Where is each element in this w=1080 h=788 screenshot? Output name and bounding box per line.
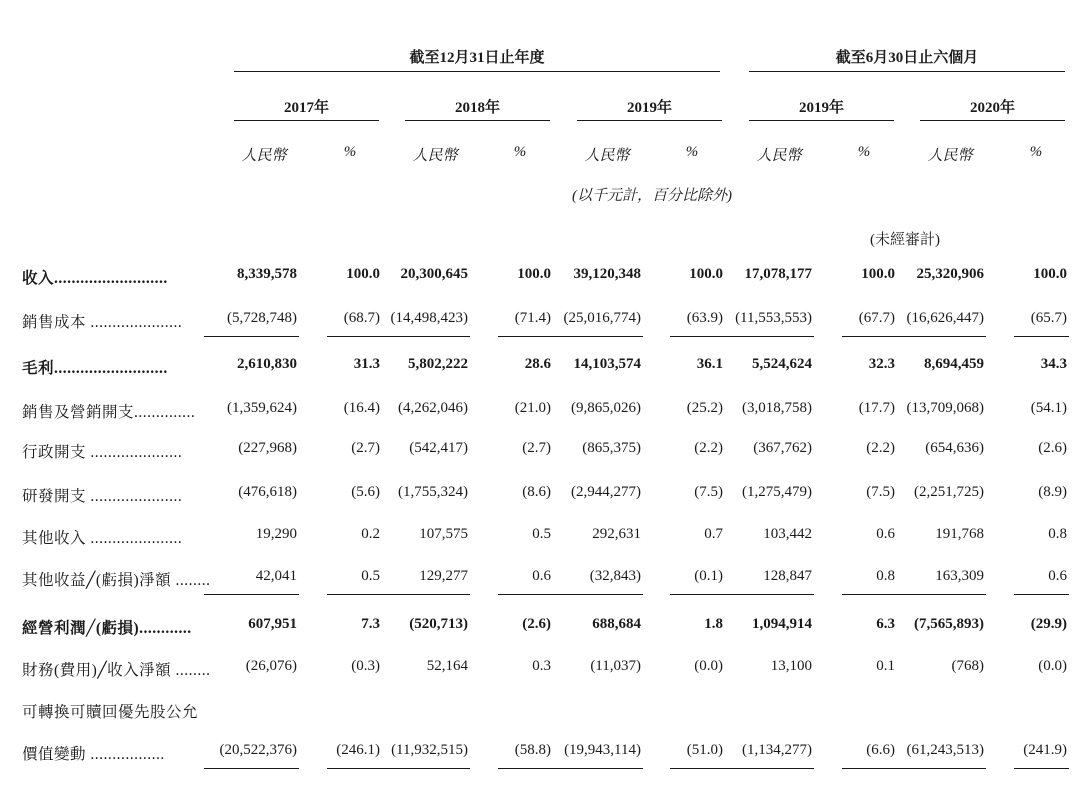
row-value: (2,251,725)	[914, 484, 984, 500]
row-fv-change	[0, 742, 1080, 766]
row-value: (8.9)	[1038, 484, 1067, 500]
row-other-gains-net	[0, 568, 1080, 592]
row-value: 28.6	[524, 356, 551, 372]
row-value: (67.7)	[858, 310, 895, 326]
row-finance-net	[0, 658, 1080, 682]
row-value: 100.0	[346, 266, 380, 282]
row-value: (19,943,114)	[564, 742, 641, 758]
subtotal-rule	[842, 768, 897, 769]
row-value: 129,277	[419, 568, 468, 584]
row-value: (25.2)	[686, 400, 723, 416]
row-value: 31.3	[353, 356, 380, 372]
row-gross-profit	[0, 356, 1080, 380]
unit-percent: %	[685, 144, 699, 160]
row-value: 0.6	[532, 568, 551, 584]
row-value: (9,865,026)	[571, 400, 641, 416]
subtotal-rule	[204, 336, 299, 337]
row-value: (2.6)	[1038, 440, 1067, 456]
row-value: 8,694,459	[924, 356, 984, 372]
year-rule-2018	[405, 120, 550, 121]
row-value: 163,309	[935, 568, 984, 584]
subtotal-rule	[204, 594, 299, 595]
row-value: 100.0	[861, 266, 895, 282]
row-value: 292,631	[592, 526, 641, 542]
row-value: (20,522,376)	[219, 742, 297, 758]
subtotal-rule	[842, 336, 897, 337]
subtotal-rule	[375, 336, 470, 337]
row-value: 25,320,906	[916, 266, 984, 282]
row-value: 191,768	[935, 526, 984, 542]
six-month-group-rule	[749, 71, 1065, 72]
row-value: 0.1	[876, 658, 895, 674]
row-value: 1,094,914	[752, 616, 812, 632]
row-label: 財務(費用)╱收入淨額 ........	[22, 662, 211, 679]
unaudited-note: (未經審計)	[870, 232, 940, 248]
row-value: 52,164	[426, 658, 468, 674]
row-value: (520,713)	[409, 616, 468, 632]
year-header-2018: 2018年	[454, 100, 500, 116]
unit-note: (以千元計，百分比除外)	[572, 188, 732, 204]
row-label: 可轉換可贖回優先股公允	[22, 704, 199, 721]
row-value: (865,375)	[582, 440, 641, 456]
row-value: 39,120,348	[573, 266, 641, 282]
row-other-income	[0, 526, 1080, 550]
row-fv-change-label	[0, 700, 1080, 724]
subtotal-rule	[1014, 594, 1069, 595]
row-value: 0.5	[361, 568, 380, 584]
row-value: (63.9)	[686, 310, 723, 326]
row-value: (11,037)	[590, 658, 641, 674]
row-label: 經營利潤╱(虧損)............	[22, 620, 192, 637]
subtotal-rule	[498, 594, 553, 595]
row-value: (16,626,447)	[906, 310, 984, 326]
row-value: 42,041	[255, 568, 297, 584]
unit-currency: 人民幣	[756, 148, 802, 164]
row-value: (7.5)	[694, 484, 723, 500]
subtotal-rule	[1014, 768, 1069, 769]
unit-percent: %	[513, 144, 527, 160]
row-value: (227,968)	[238, 440, 297, 456]
row-value: 0.6	[1048, 568, 1067, 584]
row-label: 銷售成本 .....................	[22, 314, 183, 331]
unit-currency: 人民幣	[241, 148, 287, 164]
subtotal-rule	[327, 594, 382, 595]
year-group-rule	[234, 71, 720, 72]
unit-currency: 人民幣	[412, 148, 458, 164]
row-value: (26,076)	[245, 658, 297, 674]
row-value: 107,575	[419, 526, 468, 542]
row-value: (1,275,479)	[742, 484, 812, 500]
row-value: 0.7	[704, 526, 723, 542]
row-value: 100.0	[1033, 266, 1067, 282]
row-value: 1.8	[704, 616, 723, 632]
row-value: 607,951	[248, 616, 297, 632]
row-value: 20,300,645	[400, 266, 468, 282]
row-value: 17,078,177	[744, 266, 812, 282]
row-value: (0.3)	[351, 658, 380, 674]
subtotal-rule	[375, 768, 470, 769]
row-value: (68.7)	[343, 310, 380, 326]
row-value: 0.3	[532, 658, 551, 674]
subtotal-rule	[719, 594, 814, 595]
row-value: (2.6)	[522, 616, 551, 632]
row-label: 其他收入 .....................	[22, 530, 183, 547]
subtotal-rule	[670, 768, 725, 769]
row-value: (17.7)	[858, 400, 895, 416]
year-header-2019-h1: 2019年	[798, 100, 844, 116]
row-value: 103,442	[763, 526, 812, 542]
row-value: 100.0	[689, 266, 723, 282]
row-value: (32,843)	[589, 568, 641, 584]
row-value: 14,103,574	[573, 356, 641, 372]
row-value: (65.7)	[1030, 310, 1067, 326]
row-value: (246.1)	[336, 742, 380, 758]
row-value: 13,100	[770, 658, 812, 674]
year-header-2020-h1: 2020年	[969, 100, 1015, 116]
row-value: (21.0)	[514, 400, 551, 416]
year-group-header: 截至12月31日止年度	[409, 50, 545, 66]
row-value: (2.7)	[351, 440, 380, 456]
row-value: (5,728,748)	[227, 310, 297, 326]
row-value: 34.3	[1040, 356, 1067, 372]
row-value: (4,262,046)	[398, 400, 468, 416]
row-value: (2.7)	[522, 440, 551, 456]
row-label: 毛利..........................	[22, 360, 168, 377]
row-value: (0.1)	[694, 568, 723, 584]
subtotal-rule	[719, 336, 814, 337]
unit-percent: %	[857, 144, 871, 160]
row-value: 0.6	[876, 526, 895, 542]
subtotal-rule	[327, 768, 382, 769]
subtotal-rule	[842, 594, 897, 595]
row-value: 100.0	[517, 266, 551, 282]
row-value: 7.3	[361, 616, 380, 632]
row-value: 36.1	[696, 356, 723, 372]
row-value: 0.8	[1048, 526, 1067, 542]
row-admin-expenses	[0, 440, 1080, 464]
unit-percent: %	[343, 144, 357, 160]
row-value: (241.9)	[1023, 742, 1067, 758]
row-value: (2.2)	[866, 440, 895, 456]
row-operating-profit	[0, 616, 1080, 640]
row-selling-marketing	[0, 400, 1080, 424]
row-value: (16.4)	[343, 400, 380, 416]
row-value: 32.3	[868, 356, 895, 372]
year-rule-2019	[577, 120, 722, 121]
subtotal-rule	[498, 336, 553, 337]
row-value: (1,134,277)	[742, 742, 812, 758]
row-value: (2,944,277)	[571, 484, 641, 500]
row-value: (14,498,423)	[390, 310, 468, 326]
row-value: (367,762)	[753, 440, 812, 456]
subtotal-rule	[891, 594, 986, 595]
row-value: (768)	[951, 658, 984, 674]
unit-currency: 人民幣	[584, 148, 630, 164]
row-value: (476,618)	[238, 484, 297, 500]
six-month-group-header: 截至6月30日止六個月	[835, 50, 979, 66]
row-label: 價值變動 .................	[22, 746, 165, 763]
subtotal-rule	[670, 336, 725, 337]
subtotal-rule	[498, 768, 553, 769]
row-value: (2.2)	[694, 440, 723, 456]
subtotal-rule	[891, 336, 986, 337]
row-value: (58.8)	[514, 742, 551, 758]
row-revenue	[0, 266, 1080, 290]
subtotal-rule	[548, 336, 643, 337]
year-header-2017: 2017年	[283, 100, 329, 116]
row-label: 研發開支 .....................	[22, 488, 183, 505]
row-value: (654,636)	[925, 440, 984, 456]
row-value: (25,016,774)	[563, 310, 641, 326]
row-value: (3,018,758)	[742, 400, 812, 416]
row-cost-of-sales	[0, 310, 1080, 334]
subtotal-rule	[891, 768, 986, 769]
unit-percent: %	[1029, 144, 1043, 160]
row-value: (29.9)	[1030, 616, 1067, 632]
row-value: 0.5	[532, 526, 551, 542]
row-value: 5,802,222	[408, 356, 468, 372]
row-value: 0.8	[876, 568, 895, 584]
row-value: (0.0)	[1038, 658, 1067, 674]
year-rule-2019-h1	[749, 120, 894, 121]
row-value: (7.5)	[866, 484, 895, 500]
row-value: (7,565,893)	[914, 616, 984, 632]
row-value: (1,755,324)	[398, 484, 468, 500]
row-value: 2,610,830	[237, 356, 297, 372]
row-label: 行政開支 .....................	[22, 444, 183, 461]
row-value: (54.1)	[1030, 400, 1067, 416]
row-value: (1,359,624)	[227, 400, 297, 416]
subtotal-rule	[204, 768, 299, 769]
row-value: 128,847	[763, 568, 812, 584]
year-header-2019: 2019年	[626, 100, 672, 116]
row-value: 0.2	[361, 526, 380, 542]
row-value: (8.6)	[522, 484, 551, 500]
row-value: (11,932,515)	[391, 742, 468, 758]
year-rule-2017	[234, 120, 379, 121]
row-value: (5.6)	[351, 484, 380, 500]
row-value: (13,709,068)	[906, 400, 984, 416]
row-value: 688,684	[592, 616, 641, 632]
row-label: 銷售及營銷開支..............	[22, 404, 196, 421]
row-value: (542,417)	[409, 440, 468, 456]
year-rule-2020-h1	[920, 120, 1065, 121]
row-rd-expenses	[0, 484, 1080, 508]
row-label: 其他收益╱(虧損)淨額 ........	[22, 572, 211, 589]
row-value: 8,339,578	[237, 266, 297, 282]
row-value: (71.4)	[514, 310, 551, 326]
row-label: 收入..........................	[22, 270, 168, 287]
subtotal-rule	[1014, 336, 1069, 337]
subtotal-rule	[548, 768, 643, 769]
subtotal-rule	[719, 768, 814, 769]
row-value: 6.3	[876, 616, 895, 632]
subtotal-rule	[327, 336, 382, 337]
row-value: 19,290	[255, 526, 297, 542]
row-value: (51.0)	[686, 742, 723, 758]
unit-currency: 人民幣	[927, 148, 973, 164]
row-value: (11,553,553)	[735, 310, 812, 326]
row-value: 5,524,624	[752, 356, 812, 372]
row-value: (61,243,513)	[906, 742, 984, 758]
subtotal-rule	[375, 594, 470, 595]
subtotal-rule	[670, 594, 725, 595]
row-value: (6.6)	[866, 742, 895, 758]
row-value: (0.0)	[694, 658, 723, 674]
subtotal-rule	[548, 594, 643, 595]
